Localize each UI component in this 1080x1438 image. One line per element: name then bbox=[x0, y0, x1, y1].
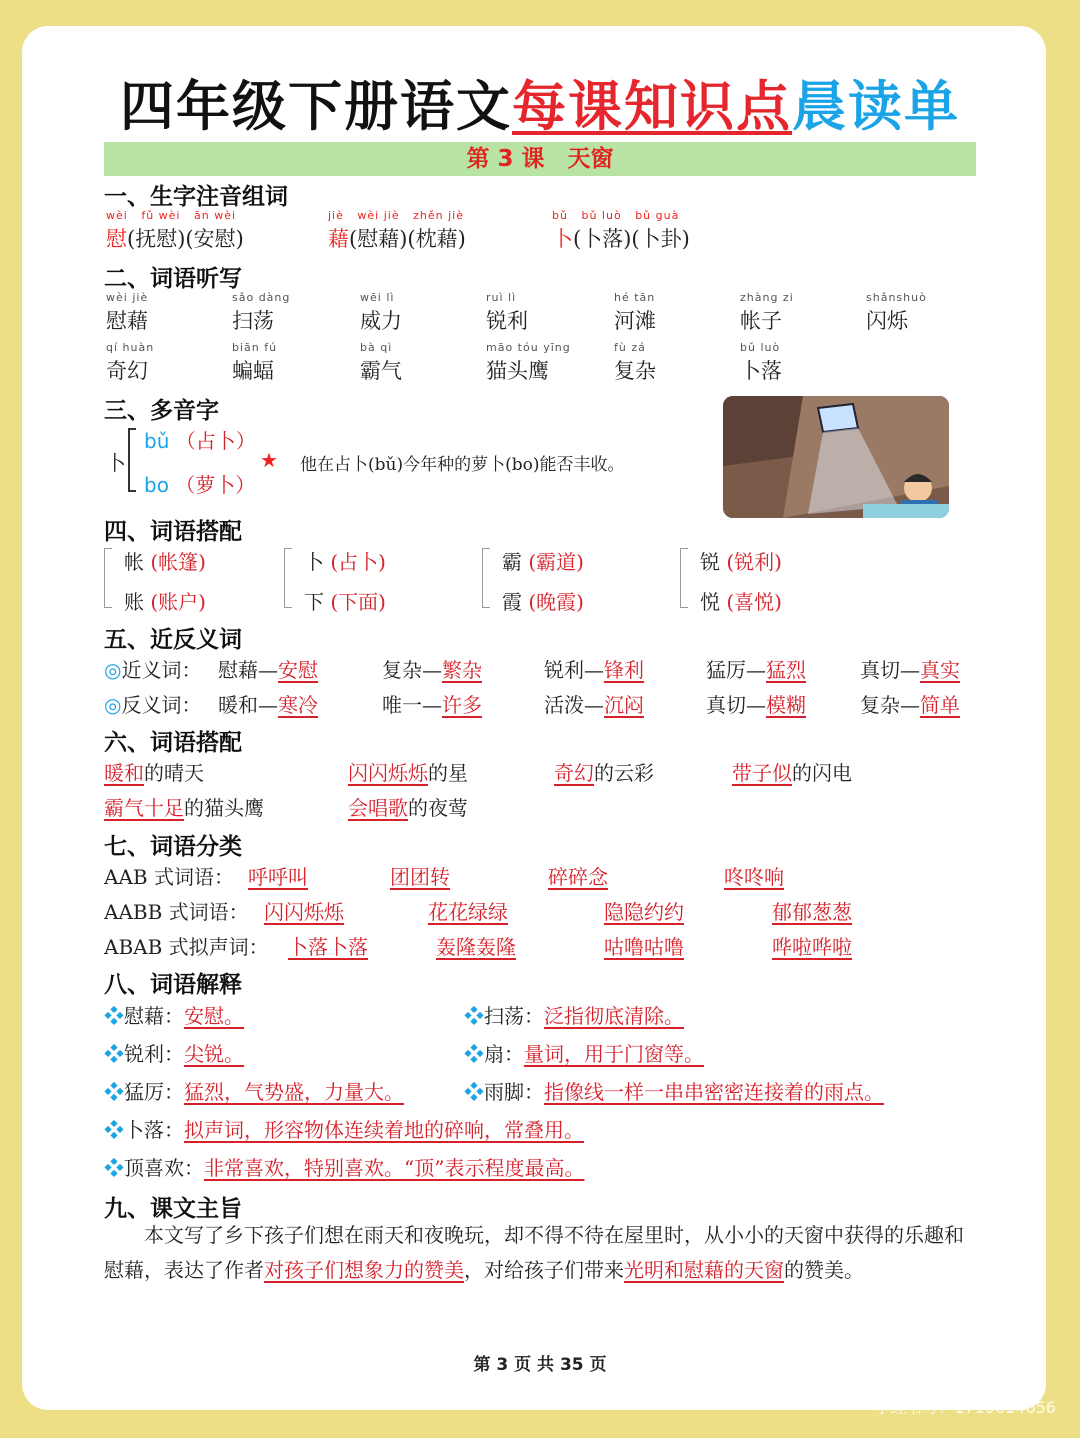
collocation: 霸气十足的猫头鹰 bbox=[104, 796, 264, 820]
classification-label: AABB 式词语： bbox=[104, 900, 249, 924]
page-title bbox=[0, 64, 1080, 141]
pinyin: māo tóu yīng bbox=[486, 341, 571, 354]
classified-word: 闪闪烁烁 bbox=[264, 900, 344, 924]
classified-word: 团团转 bbox=[390, 865, 450, 889]
term: 扫荡： bbox=[484, 1004, 544, 1028]
section-heading-1: 一、生字注音组词 bbox=[104, 184, 288, 210]
definition: 量词，用于门窗等。 bbox=[524, 1042, 704, 1066]
pair-top: 卜 (占卜) bbox=[304, 550, 386, 574]
pair-top: 霸 (霸道) bbox=[502, 550, 584, 574]
classified-word: 呼呼叫 bbox=[248, 865, 308, 889]
synonym-pair: 锐利—锋利 bbox=[544, 658, 644, 682]
dictation-word bbox=[740, 341, 782, 385]
page-footer: 第 3 页 共 35 页 bbox=[473, 1355, 607, 1375]
diamond-icon: ❖ bbox=[464, 1004, 484, 1028]
section-heading-8: 八、词语解释 bbox=[104, 972, 242, 998]
diamond-icon: ❖ bbox=[104, 1080, 124, 1104]
word: 复杂 bbox=[614, 359, 656, 383]
pinyin: hé tān bbox=[614, 291, 656, 304]
word: 闪烁 bbox=[866, 309, 908, 333]
pair-top: 帐 (帐篷) bbox=[124, 550, 206, 574]
word: 帐子 bbox=[740, 309, 782, 333]
definition: 拟声词，形容物体连续着地的碎响，常叠用。 bbox=[184, 1118, 584, 1142]
char-group-3: bǔ bǔ luò bǔ guà 卜(卜落)(卜卦) bbox=[552, 209, 690, 251]
term: 扇： bbox=[484, 1042, 524, 1066]
classification-label: AAB 式词语： bbox=[104, 865, 234, 889]
pinyin: jiè wèi jiè zhěn jiè bbox=[328, 209, 464, 222]
char-group-1: wèi fǔ wèi ān wèi 慰(抚慰)(安慰) bbox=[106, 209, 244, 251]
brace bbox=[482, 548, 490, 608]
pair-bottom: 下 (下面) bbox=[304, 590, 386, 614]
title-part2: 每课知识点 bbox=[512, 75, 792, 138]
definition: 泛指彻底清除。 bbox=[544, 1004, 684, 1028]
title-part3: 晨读单 bbox=[792, 75, 960, 138]
pinyin: bǔ luò bbox=[740, 341, 781, 354]
illustration-skylight bbox=[723, 396, 949, 518]
brace bbox=[680, 548, 688, 608]
dictation-word bbox=[614, 341, 656, 385]
diamond-icon: ❖ bbox=[104, 1118, 124, 1142]
classified-word: 哗啦哗啦 bbox=[772, 935, 852, 959]
classified-word: 隐隐约约 bbox=[604, 900, 684, 924]
synonym-pair: 真切—真实 bbox=[860, 658, 960, 682]
classified-word: 碎碎念 bbox=[548, 865, 608, 889]
term: 顶喜欢： bbox=[124, 1156, 204, 1180]
synonym-label: ◎近义词： bbox=[104, 658, 202, 682]
pinyin: bà qì bbox=[360, 341, 393, 354]
watermark: 小红书号：1710614656 bbox=[874, 1398, 1056, 1417]
dictation-word bbox=[232, 341, 277, 385]
pair-bottom: 账 (账户) bbox=[124, 590, 206, 614]
dictation-word bbox=[740, 291, 794, 335]
collocation: 会唱歌的夜莺 bbox=[348, 796, 468, 820]
classification-label: ABAB 式拟声词： bbox=[104, 935, 269, 959]
definition: 安慰。 bbox=[184, 1004, 244, 1028]
definition: 尖锐。 bbox=[184, 1042, 244, 1066]
section-heading-9: 九、课文主旨 bbox=[104, 1196, 242, 1222]
example-sentence: 他在占卜(bǔ)今年种的萝卜(bo)能否丰收。 bbox=[300, 455, 625, 475]
section-heading-5: 五、近反义词 bbox=[104, 627, 242, 653]
section-heading-4: 四、词语搭配 bbox=[104, 519, 242, 545]
word: 锐利 bbox=[486, 309, 528, 333]
explanation-item bbox=[104, 1152, 584, 1181]
explanation-item bbox=[464, 1076, 884, 1105]
explanation-item bbox=[104, 1000, 244, 1029]
collocation: 闪闪烁烁的星 bbox=[348, 761, 468, 785]
dictation-word bbox=[614, 291, 656, 335]
pinyin: fù zá bbox=[614, 341, 646, 354]
classified-word: 郁郁葱葱 bbox=[772, 900, 852, 924]
section-heading-2: 二、词语听写 bbox=[104, 266, 242, 292]
antonym-pair: 真切—模糊 bbox=[706, 693, 806, 717]
collocation: 奇幻的云彩 bbox=[554, 761, 654, 785]
synonym-pair: 猛厉—猛烈 bbox=[706, 658, 806, 682]
pinyin: ruì lì bbox=[486, 291, 517, 304]
reading-2: bo （萝卜） bbox=[144, 473, 256, 497]
classified-word: 花花绿绿 bbox=[428, 900, 508, 924]
brace bbox=[128, 428, 136, 492]
word: 蝙蝠 bbox=[232, 359, 274, 383]
explanation-item bbox=[464, 1038, 704, 1067]
pinyin: qí huàn bbox=[106, 341, 155, 354]
word: 慰藉 bbox=[106, 309, 148, 333]
antonym-label: ◎反义词： bbox=[104, 693, 202, 717]
dictation-word bbox=[106, 341, 154, 385]
collocation: 暖和的晴天 bbox=[104, 761, 204, 785]
term: 卜落： bbox=[124, 1118, 184, 1142]
char-group-2: jiè wèi jiè zhěn jiè 藉(慰藉)(枕藉) bbox=[328, 209, 466, 251]
reading-1: bǔ （占卜） bbox=[144, 429, 256, 453]
collocation: 带子似的闪电 bbox=[732, 761, 852, 785]
section-heading-6: 六、词语搭配 bbox=[104, 730, 242, 756]
brace bbox=[284, 548, 292, 608]
classified-word: 咕噜咕噜 bbox=[604, 935, 684, 959]
explanation-item bbox=[104, 1076, 404, 1105]
pinyin: wēi lì bbox=[360, 291, 395, 304]
classified-word: 轰隆轰隆 bbox=[436, 935, 516, 959]
word: 猫头鹰 bbox=[486, 359, 549, 383]
dictation-word bbox=[360, 291, 402, 335]
word: 奇幻 bbox=[106, 359, 148, 383]
term: 慰藉： bbox=[124, 1004, 184, 1028]
star-icon: ★ bbox=[260, 448, 278, 472]
explanation-item bbox=[104, 1038, 244, 1067]
brace bbox=[104, 548, 112, 608]
antonym-pair: 唯一—许多 bbox=[382, 693, 482, 717]
pinyin: sǎo dàng bbox=[232, 291, 291, 304]
word: 威力 bbox=[360, 309, 402, 333]
word: 卜落 bbox=[740, 359, 782, 383]
classified-word: 咚咚响 bbox=[724, 865, 784, 889]
pinyin: zhàng zi bbox=[740, 291, 794, 304]
antonym-pair: 暖和—寒冷 bbox=[218, 693, 318, 717]
polyphonic-char: 卜 bbox=[106, 451, 126, 475]
synonym-pair: 复杂—繁杂 bbox=[382, 658, 482, 682]
definition: 猛烈，气势盛，力量大。 bbox=[184, 1080, 404, 1104]
section-heading-3: 三、多音字 bbox=[104, 398, 219, 424]
diamond-icon: ❖ bbox=[104, 1004, 124, 1028]
term: 锐利： bbox=[124, 1042, 184, 1066]
pair-bottom: 霞 (晚霞) bbox=[502, 590, 584, 614]
dictation-word bbox=[486, 341, 571, 385]
diamond-icon: ❖ bbox=[104, 1156, 124, 1180]
antonym-pair: 活泼—沉闷 bbox=[544, 693, 644, 717]
pinyin: wèi jiè bbox=[106, 291, 149, 304]
dictation-word bbox=[486, 291, 528, 335]
section-heading-7: 七、词语分类 bbox=[104, 834, 242, 860]
dictation-word bbox=[360, 341, 402, 385]
dictation-word bbox=[106, 291, 148, 335]
term: 猛厉： bbox=[124, 1080, 184, 1104]
lesson-theme-paragraph: 本文写了乡下孩子们想在雨天和夜晚玩，却不得不待在屋里时，从小小的天窗中获得的乐趣和慰藉，表达了作者对孩子们想象力的赞美，对给孩子们带来光明和慰藉的天窗的赞美。 bbox=[104, 1223, 964, 1282]
diamond-icon: ❖ bbox=[464, 1042, 484, 1066]
word: 扫荡 bbox=[232, 309, 274, 333]
dictation-word bbox=[866, 291, 927, 335]
diamond-icon: ❖ bbox=[464, 1080, 484, 1104]
pair-bottom: 悦 (喜悦) bbox=[700, 590, 782, 614]
definition: 非常喜欢，特别喜欢。“顶”表示程度最高。 bbox=[204, 1156, 585, 1180]
lesson-banner: 第 3 课 天窗 bbox=[104, 142, 976, 176]
pinyin: bǔ bǔ luò bǔ guà bbox=[552, 209, 680, 222]
definition: 指像线一样一串串密密连接着的雨点。 bbox=[544, 1080, 884, 1104]
pair-top: 锐 (锐利) bbox=[700, 550, 782, 574]
title-part1: 四年级下册语文 bbox=[120, 75, 512, 138]
antonym-pair: 复杂—简单 bbox=[860, 693, 960, 717]
word: 霸气 bbox=[360, 359, 402, 383]
term: 雨脚： bbox=[484, 1080, 544, 1104]
classified-word: 卜落卜落 bbox=[288, 935, 368, 959]
explanation-item bbox=[104, 1114, 584, 1143]
pinyin: shǎnshuò bbox=[866, 291, 927, 304]
synonym-pair: 慰藉—安慰 bbox=[218, 658, 318, 682]
word: 河滩 bbox=[614, 309, 656, 333]
explanation-item bbox=[464, 1000, 684, 1029]
dictation-word bbox=[232, 291, 290, 335]
pinyin: biān fú bbox=[232, 341, 278, 354]
pinyin: wèi fǔ wèi ān wèi bbox=[106, 209, 237, 222]
diamond-icon: ❖ bbox=[104, 1042, 124, 1066]
